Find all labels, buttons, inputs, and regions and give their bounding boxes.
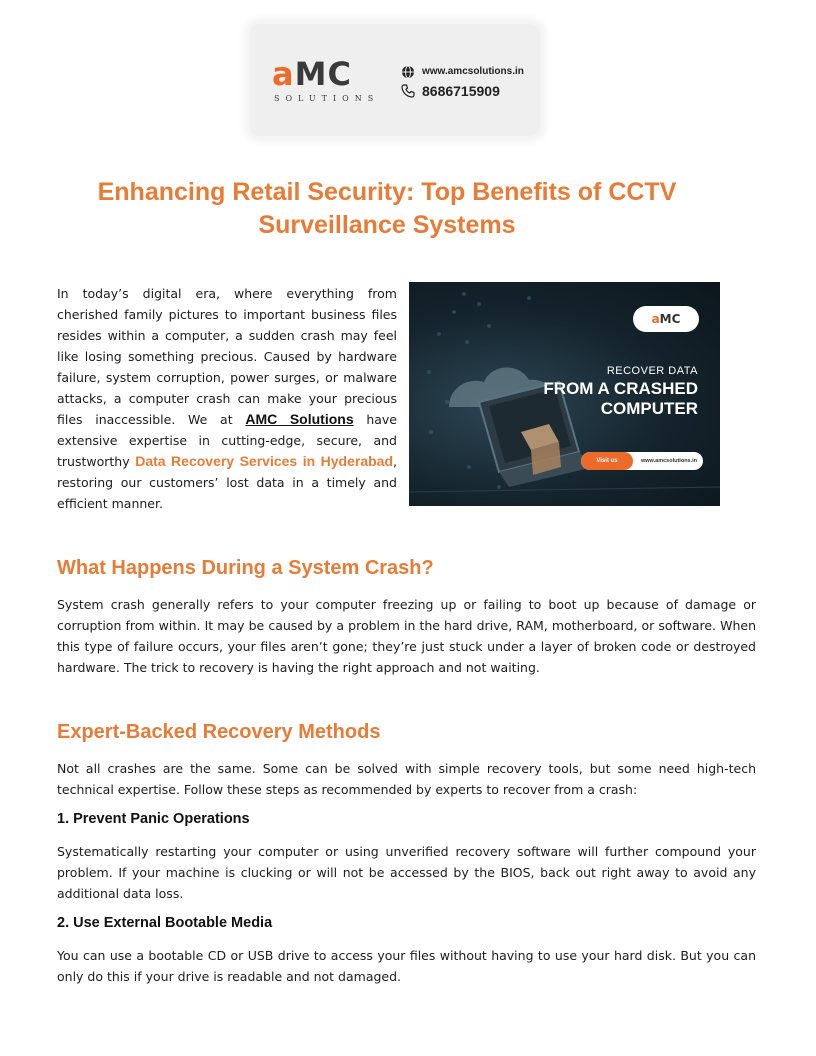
website-link[interactable]: www.amcsolutions.in (422, 66, 524, 77)
contact-block (400, 64, 524, 99)
intro-text-1: In today’s digital era, where everything from cherished family pictures to important business files resides within a computer, a sudden crash may feel like losing something precious. Caused by hardware failure, system corruption, power surges, or malware attacks, a computer crash can make your precious files inaccessible. We at (57, 286, 397, 427)
section-body-recovery-methods: Not all crashes are the same. Some can be solved with simple recovery tools, but some need high-tech technical expertise. Follow these steps as recommended by experts to recover from a crash: (57, 761, 756, 797)
step-heading-bootable-media: 2. Use External Bootable Media (57, 915, 273, 931)
logo-letter-a: a (272, 55, 295, 93)
section-heading-recovery-methods: Expert-Backed Recovery Methods (57, 721, 381, 743)
recover-data-banner-image (409, 282, 720, 506)
section-body-system-crash: System crash generally refers to your computer freezing up or failing to boot up because of damage or corruption from within. It may be caused by a problem in the hard drive, RAM, motherboard, or software. When this type of failure occurs, your files aren’t gone; they’re just stuck under a layer of broken code or destroyed hardware. The trick to recovery is having the right approach and not waiting. (57, 597, 756, 675)
banner-visit-pill (581, 452, 703, 470)
brand-link[interactable]: AMC Solutions (245, 411, 354, 427)
banner-visit-button: Visit us (581, 452, 633, 470)
header-logo-card (250, 24, 540, 136)
globe-icon (400, 64, 415, 79)
banner-url: www.amcsolutions.in (641, 458, 698, 464)
banner-logo-a: a (651, 312, 660, 326)
phone-row (400, 83, 524, 99)
intro-paragraph (57, 283, 397, 514)
logo-subtitle: SOLUTIONS (274, 94, 380, 103)
banner-line-3: COMPUTER (600, 399, 698, 418)
banner-line-2: FROM A CRASHED (543, 379, 698, 398)
logo-letters-mc: MC (294, 55, 352, 93)
logo-wordmark (272, 55, 352, 93)
section-heading-system-crash: What Happens During a System Crash? (57, 557, 434, 579)
amc-logo (272, 55, 380, 106)
page-title: Enhancing Retail Security: Top Benefits of CCTV Surveillance Systems (97, 178, 677, 239)
data-recovery-link[interactable]: Data Recovery Services in Hyderabad (135, 453, 394, 469)
step-heading-prevent-panic: 1. Prevent Panic Operations (57, 811, 250, 827)
intro-text-2: have extensive expertise in cutting-edge, secure, and trustworthy (57, 412, 397, 469)
website-row (400, 64, 524, 79)
intro-text-3: , restoring our customers’ lost data in a timely and efficient manner. (57, 454, 397, 511)
phone-icon (400, 84, 415, 99)
step-body-prevent-panic: Systematically restarting your computer or using unverified recovery software will further compound your problem. If your machine is clucking or will not be accessed by the BIOS, back out right away to avoid any additional data loss. (57, 844, 756, 901)
banner-logo-mc: MC (659, 312, 681, 326)
banner-logo (633, 306, 699, 332)
phone-number[interactable]: 8686715909 (422, 83, 500, 99)
step-body-bootable-media: You can use a bootable CD or USB drive to access your files without having to use your hard disk. But you can only do this if your drive is readable and not damaged. (57, 948, 756, 984)
banner-line-1: RECOVER DATA (606, 365, 698, 377)
